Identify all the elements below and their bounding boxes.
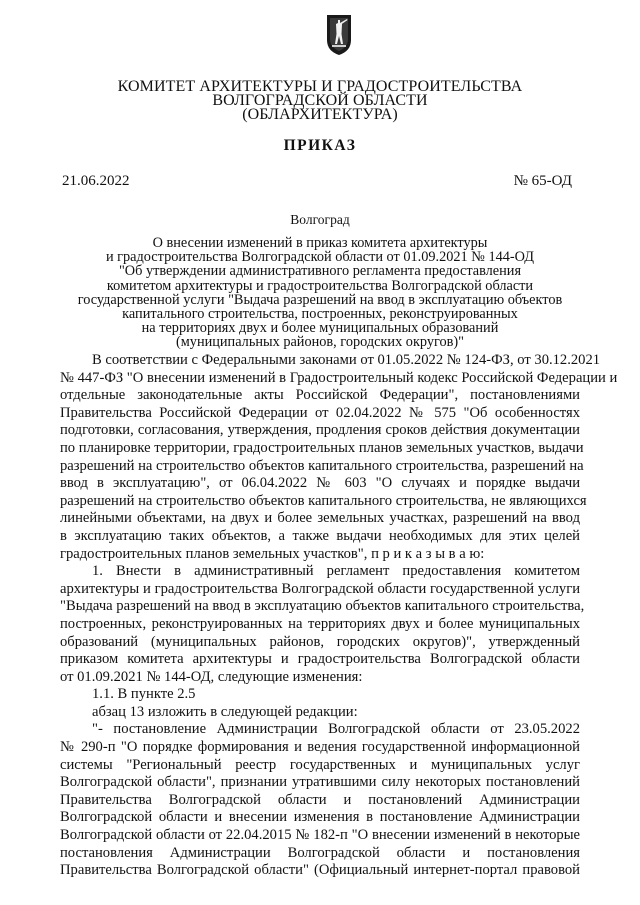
- body-text-line: в эксплуатацию таких объектов, а также выдачи необходимых для этих целей: [60, 527, 580, 544]
- body-text-line: "Выдача разрешений на ввод в эксплуатацию объектов капитального строительства,: [60, 598, 585, 615]
- body-text-line: постановления Администрации Волгоградской области и постановления: [60, 844, 580, 861]
- body-text-line: Волгоградской области и внесении изменения в постановление Администрации: [60, 809, 580, 826]
- body-text-line: линейными объектами, на двух и более земельных участках, разрешений на ввод: [60, 510, 580, 527]
- subject-line: государственной услуги "Выдача разрешений на ввод в эксплуатацию объектов: [77, 291, 563, 308]
- subject-line: на территориях двух и более муниципальных образований: [141, 320, 499, 337]
- body-text-line: "- постановление Администрации Волгоградской области от 23.05.2022: [92, 721, 580, 738]
- body-text-line: подготовки, согласования, утверждения, продления сроков действия документации: [60, 422, 580, 439]
- body-text-line: 1.1. В пункте 2.5: [92, 686, 196, 703]
- body-text-line: разрешений на строительство объектов капитального строительства, разрешений на: [60, 457, 584, 474]
- subject-line: комитетом архитектуры и градостроительства Волгоградской области: [106, 277, 534, 294]
- order-body-text: [60, 352, 618, 880]
- body-text-line: В соответствии с Федеральными законами от 01.05.2022 № 124-ФЗ, от 30.12.2021: [92, 352, 601, 368]
- subject-line: капитального строительства, построенных, реконструированных: [122, 306, 518, 323]
- body-text-line: отдельные законодательные акты Российской Федерации", постановлениями: [60, 387, 580, 404]
- subject-line: и градостроительства Волгоградской области от 01.09.2021 № 144-ОД: [105, 249, 535, 266]
- volgograd-coat-of-arms-icon: [326, 14, 352, 56]
- body-text-line: разрешений на строительство объектов капитального строительства, не являющихся: [60, 492, 587, 509]
- subject-line: "Об утверждении административного регламента предоставления: [118, 263, 522, 280]
- body-text-line: ввод в эксплуатацию", от 06.04.2022 № 603 "О случаях и порядке выдачи: [60, 475, 580, 492]
- subject-line: О внесении изменений в приказ комитета архитектуры: [152, 235, 488, 251]
- body-text-line: 1. Внести в административный регламент предоставления комитетом: [92, 563, 580, 580]
- order-subject: [60, 236, 580, 350]
- body-text-line: Волгоградской области", признании утратившими силу некоторых постановлений: [60, 774, 580, 791]
- city-name: Волгоград: [290, 212, 350, 227]
- body-text-line: образований (муниципальных районов, городских округов)", утвержденный: [60, 633, 580, 650]
- body-text-line: № 290-п "О порядке формирования и ведения государственной информационной: [60, 739, 580, 756]
- body-text-line: градостроительных планов земельных участков", п р и к а з ы в а ю:: [60, 545, 485, 562]
- organization-short-name: (ОБЛАРХИТЕКТУРА): [242, 106, 398, 123]
- body-text-line: архитектуры и градостроительства Волгоградской области государственной услуги: [60, 580, 580, 597]
- organization-name-line-1: КОМИТЕТ АРХИТЕКТУРЫ И ГРАДОСТРОИТЕЛЬСТВА: [117, 78, 523, 95]
- body-text-line: Правительства Российской Федерации от 02.04.2022 № 575 "Об особенностях: [60, 404, 580, 421]
- organization-name-line-2: ВОЛГОГРАДСКОЙ ОБЛАСТИ: [212, 92, 428, 109]
- body-text-line: системы "Региональный реестр государственных и муниципальных услуг: [60, 756, 580, 773]
- body-text-line: по планировке территории, градостроительных планов земельных участков, выдачи: [60, 439, 584, 456]
- order-date: 21.06.2022: [62, 173, 130, 189]
- subject-line: (муниципальных районов, городских округов)": [176, 334, 464, 351]
- body-text-line: Волгоградской области от 22.04.2015 № 182-п "О внесении изменений в некоторые: [60, 827, 580, 844]
- order-number: № 65-ОД: [513, 173, 572, 189]
- body-text-line: Правительства Волгоградской области" (Официальный интернет-портал правовой: [60, 862, 580, 879]
- body-text-line: от 01.09.2021 № 144-ОД, следующие изменения:: [60, 668, 363, 685]
- document-title: ПРИКАЗ: [283, 137, 357, 154]
- body-text-line: № 447-ФЗ "О внесении изменений в Градостроительный кодекс Российской Федерации и: [60, 369, 618, 386]
- body-text-line: Правительства Волгоградской области и постановлений Администрации: [60, 791, 580, 808]
- body-text-line: абзац 13 изложить в следующей редакции:: [92, 703, 358, 720]
- body-text-line: приказом комитета архитектуры и градостроительства Волгоградской области: [60, 651, 580, 668]
- body-text-line: построенных, реконструированных на территориях двух и более муниципальных: [60, 615, 580, 632]
